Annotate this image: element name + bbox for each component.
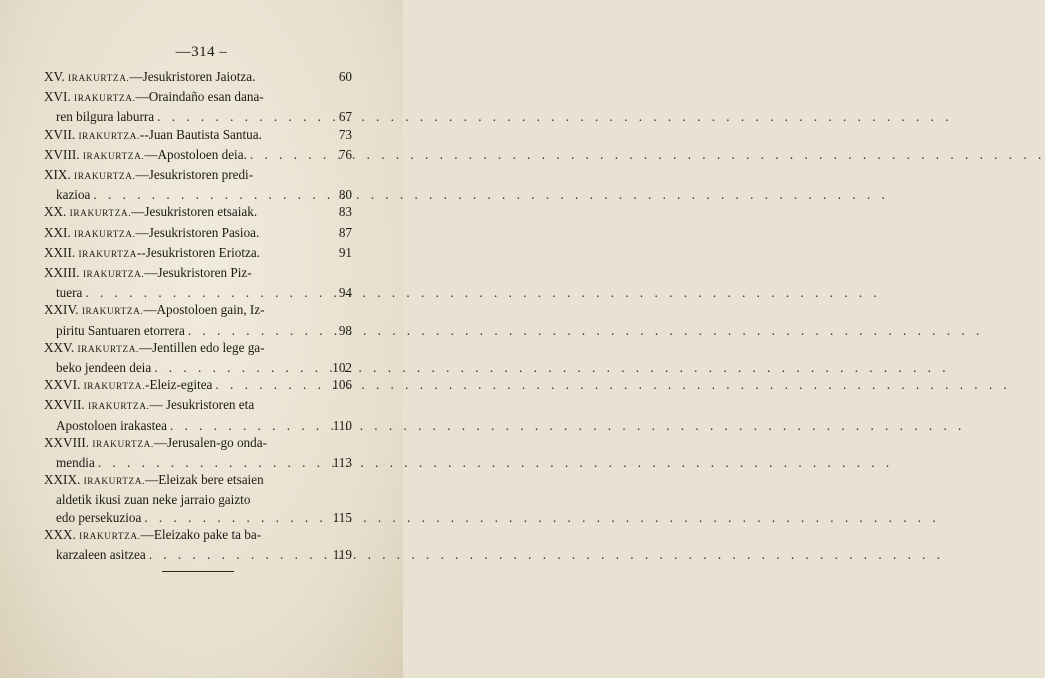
page-reference: 110 [332, 417, 352, 433]
page-reference: 83 [338, 204, 352, 220]
chapter-number: XIX. [44, 167, 71, 183]
chapter-label: IRAKURTZA. [78, 131, 140, 142]
chapter-title: edo persekuzioa [56, 509, 142, 525]
toc-entry-text [44, 454, 95, 471]
dot-leader [170, 417, 329, 434]
toc-entry-text [44, 491, 250, 508]
chapter-label: IRAKURTZA. [74, 229, 136, 240]
chapter-label: IRAKURTZA. [83, 382, 146, 393]
toc-entry-line [44, 526, 352, 546]
toc-entry-text [44, 339, 265, 359]
chapter-title: kazioa [56, 187, 91, 203]
page-reference: 76 [338, 146, 352, 162]
toc-entry-line [44, 301, 352, 321]
chapter-number: XXIII. [44, 265, 80, 281]
toc-entry [44, 471, 352, 526]
toc-entry-text [44, 546, 146, 563]
chapter-label: IRAKURTZA. [92, 439, 154, 450]
dot-leader [154, 359, 329, 376]
chapter-number: XVI. [44, 89, 71, 105]
chapter-title: aldetik ikusi zuan neke jarraio gaizto [56, 492, 251, 508]
page-reference: 106 [332, 377, 352, 393]
chapter-title: —Jesukristoren Piz- [144, 265, 252, 281]
chapter-title: —Jesukristoren etsaiak. [131, 204, 258, 220]
toc-entry-line [44, 224, 352, 244]
chapter-label: IRAKURTZA. [81, 307, 144, 318]
toc-entry-line [44, 417, 352, 434]
page-reference: 80 [338, 187, 352, 203]
chapter-title: —Jesukristoren Jaiotza. [129, 69, 256, 84]
toc-entry [44, 396, 352, 433]
toc-entry-text [44, 434, 267, 454]
toc-entry-line [44, 396, 352, 416]
page-reference: 102 [332, 360, 352, 376]
toc-entry-line [44, 322, 352, 339]
toc-entry-text [44, 126, 262, 146]
toc-entry [44, 244, 352, 264]
toc-entry-text [44, 284, 82, 301]
page-number: —314 – [175, 44, 228, 60]
chapter-label: IRAKURTZA. [77, 344, 139, 355]
toc-entry-text [44, 376, 212, 396]
chapter-label: IRAKURTZA. [82, 151, 145, 162]
toc-entry-line [44, 264, 352, 284]
toc-entry-text [44, 166, 253, 186]
chapter-label: IRAKURTZA. [67, 74, 130, 84]
dot-leader [250, 146, 329, 163]
chapter-label: IRAKURTZA. [87, 402, 150, 413]
toc-entry-line [44, 284, 352, 301]
toc-entry [44, 68, 352, 88]
chapter-label: IRAKURTZA. [79, 531, 141, 542]
chapter-title: —Jesukristoren Pasioa. [135, 224, 260, 240]
chapter-label: IRAKURTZA. [74, 94, 136, 105]
toc-entry-text [44, 396, 254, 416]
page-reference: 94 [338, 285, 352, 301]
chapter-title: —Eleizako pake ta ba- [140, 526, 262, 542]
chapter-title: --Jesukristoren Eriotza. [137, 244, 261, 260]
toc-entry-text [44, 186, 90, 203]
toc-entry-text [44, 509, 141, 526]
book-page [0, 0, 403, 678]
page-reference: 73 [338, 126, 352, 142]
chapter-number: XVII. [44, 126, 76, 142]
toc-entry-text [44, 359, 151, 376]
chapter-title: -Eleiz-egitea [145, 377, 213, 393]
toc-entry-line [44, 471, 352, 491]
dot-leader [98, 454, 329, 471]
table-of-contents [44, 68, 352, 563]
toc-entry-line [44, 166, 352, 186]
dot-leader [157, 108, 329, 125]
toc-entry-line [44, 454, 352, 471]
chapter-title: —Jesukristoren predi- [135, 167, 254, 183]
toc-entry-line [44, 244, 352, 264]
chapter-title: Apostoloen irakastea [56, 417, 167, 433]
page-reference: 119 [332, 547, 352, 563]
dot-leader [93, 186, 329, 203]
toc-entry-text [44, 322, 185, 339]
chapter-number: XXII. [44, 244, 76, 260]
toc-entry-text [44, 88, 264, 108]
toc-entry-text [44, 301, 265, 321]
toc-entry-text [44, 471, 264, 491]
chapter-number: XXIX. [44, 472, 81, 488]
toc-entry-text [44, 244, 260, 264]
chapter-number: XVIII. [44, 146, 80, 162]
toc-entry-line [44, 359, 352, 376]
toc-entry-text [44, 146, 247, 166]
closing-rule [162, 571, 234, 572]
chapter-label: IRAKURTZA. [69, 209, 132, 220]
toc-entry [44, 166, 352, 203]
toc-entry-line [44, 434, 352, 454]
chapter-title: mendia [56, 455, 95, 471]
chapter-title: karzaleen asitzea [56, 547, 146, 563]
page-reference: 91 [338, 244, 352, 260]
chapter-title: piritu Santuaren etorrera [56, 322, 185, 338]
toc-entry [44, 88, 352, 125]
toc-entry-text [44, 224, 259, 244]
toc-entry-line [44, 509, 352, 526]
toc-entry-line [44, 339, 352, 359]
toc-entry-text [44, 68, 255, 88]
page-reference: 98 [338, 322, 352, 338]
toc-entry-line [44, 146, 352, 166]
toc-entry [44, 339, 352, 376]
toc-entry [44, 526, 352, 563]
toc-entry-text [44, 264, 252, 284]
page-reference: 115 [332, 509, 352, 525]
chapter-label: IRAKURTZA. [74, 172, 136, 183]
toc-entry-text [44, 203, 257, 223]
page-reference: 87 [338, 224, 352, 240]
chapter-number: XXVIII. [44, 434, 90, 450]
page-reference: 67 [338, 109, 352, 125]
chapter-label: IRAKURTZA. [82, 270, 145, 281]
toc-entry-line [44, 203, 352, 223]
chapter-number: XXIV. [44, 302, 79, 318]
chapter-title: —Jentillen edo lege ga- [138, 339, 265, 355]
chapter-label: IRAKURTZA [78, 249, 137, 260]
toc-entry-line [44, 108, 352, 125]
toc-entry [44, 126, 352, 146]
page-reference: 113 [332, 455, 352, 471]
chapter-title: —Apostoloen deia. [144, 146, 247, 162]
toc-entry [44, 434, 352, 471]
chapter-number: XXX. [44, 526, 76, 542]
chapter-number: XXVII. [44, 397, 85, 413]
dot-leader [144, 509, 329, 526]
toc-entry [44, 203, 352, 223]
chapter-number: XV. [44, 69, 65, 84]
chapter-title: —Apostoloen gain, Iz- [143, 302, 265, 318]
toc-entry-line [44, 546, 352, 563]
chapter-number: XXV. [44, 339, 75, 355]
toc-entry [44, 264, 352, 301]
toc-entry-text [44, 417, 167, 434]
chapter-title: tuera [56, 285, 83, 301]
chapter-label: IRAKURTZA. [83, 477, 146, 488]
toc-entry [44, 224, 352, 244]
dot-leader [215, 376, 329, 393]
dot-leader [188, 322, 329, 339]
toc-entry-line [44, 88, 352, 108]
page-reference: 60 [338, 69, 352, 84]
toc-entry-line [44, 376, 352, 396]
toc-entry [44, 376, 352, 396]
chapter-number: XX. [44, 204, 67, 220]
chapter-title: —Eleizak bere etsaien [145, 472, 264, 488]
toc-entry-line [44, 186, 352, 203]
chapter-title: beko jendeen deia [56, 360, 152, 376]
toc-entry-text [44, 526, 261, 546]
chapter-title: —Oraindaño esan dana- [135, 89, 264, 105]
dot-leader [149, 546, 329, 563]
toc-entry-text [44, 108, 154, 125]
toc-entry [44, 146, 352, 166]
dot-leader [85, 284, 329, 301]
chapter-number: XXI. [44, 224, 71, 240]
chapter-title: — Jesukristoren eta [149, 397, 255, 413]
toc-entry-line [44, 68, 352, 88]
chapter-title: —Jerusalen-go onda- [153, 434, 267, 450]
chapter-number: XXVI. [44, 377, 81, 393]
toc-entry [44, 301, 352, 338]
toc-entry-line [44, 491, 352, 508]
toc-entry-line [44, 126, 352, 146]
chapter-title: --Juan Bautista Santua. [139, 126, 262, 142]
chapter-title: ren bilgura laburra [56, 109, 155, 125]
